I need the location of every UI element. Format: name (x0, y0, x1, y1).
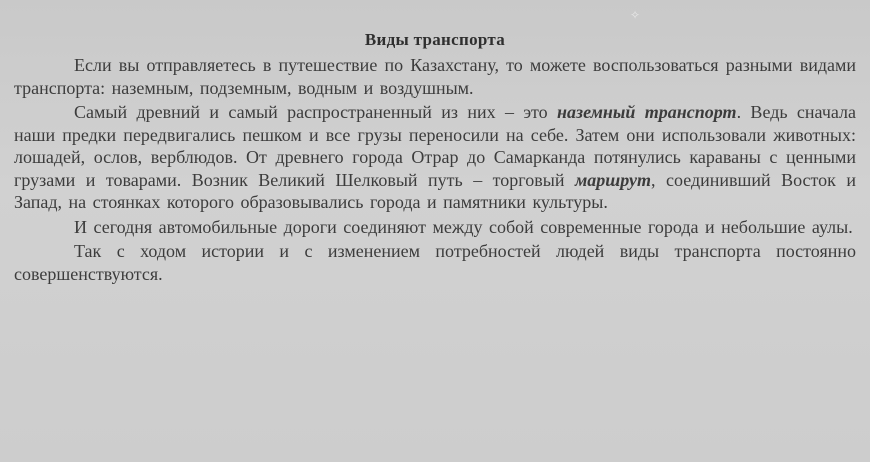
paragraph-1 (14, 54, 856, 99)
paragraph-text: . Ведь сначала наши предки передвигались пешком и все грузы переносили на себе. Затем они использовали животных: лошадей, ослов, верблюдов. От древнего города Отрар до Самарканда потянулись караваны с ценными грузами и товарами. Возник Великий Шелковый путь – торговый (14, 102, 856, 190)
paragraph-text: Так с ходом истории и с изменением потребностей людей виды транспорта постоянно совершенствуются. (14, 241, 856, 284)
emphasized-term: маршрут (574, 169, 652, 190)
paragraph-4 (14, 240, 856, 285)
glare-mark: ✧ (629, 8, 640, 22)
paragraph-text: И сегодня автомобильные дороги соединяют между собой современные города и небольшие аулы. (74, 216, 853, 237)
emphasized-term: наземный транспорт (557, 102, 737, 122)
paragraph-2 (14, 101, 856, 214)
paragraph-text: , соединивший Восток и Запад, на стоянках которого образовывались города и памятники культуры. (14, 169, 857, 212)
paragraph-text: Самый древний и самый распространенный из них – это (74, 102, 558, 122)
document-page (14, 30, 856, 287)
document-title: Виды транспорта (364, 30, 506, 49)
paragraph-3 (14, 216, 856, 239)
paragraph-text: Если вы отправляетесь в путешествие по Казахстану, то можете воспользоваться разными видами транспорта: наземным, подземным, водным и воздушным. (14, 55, 856, 98)
